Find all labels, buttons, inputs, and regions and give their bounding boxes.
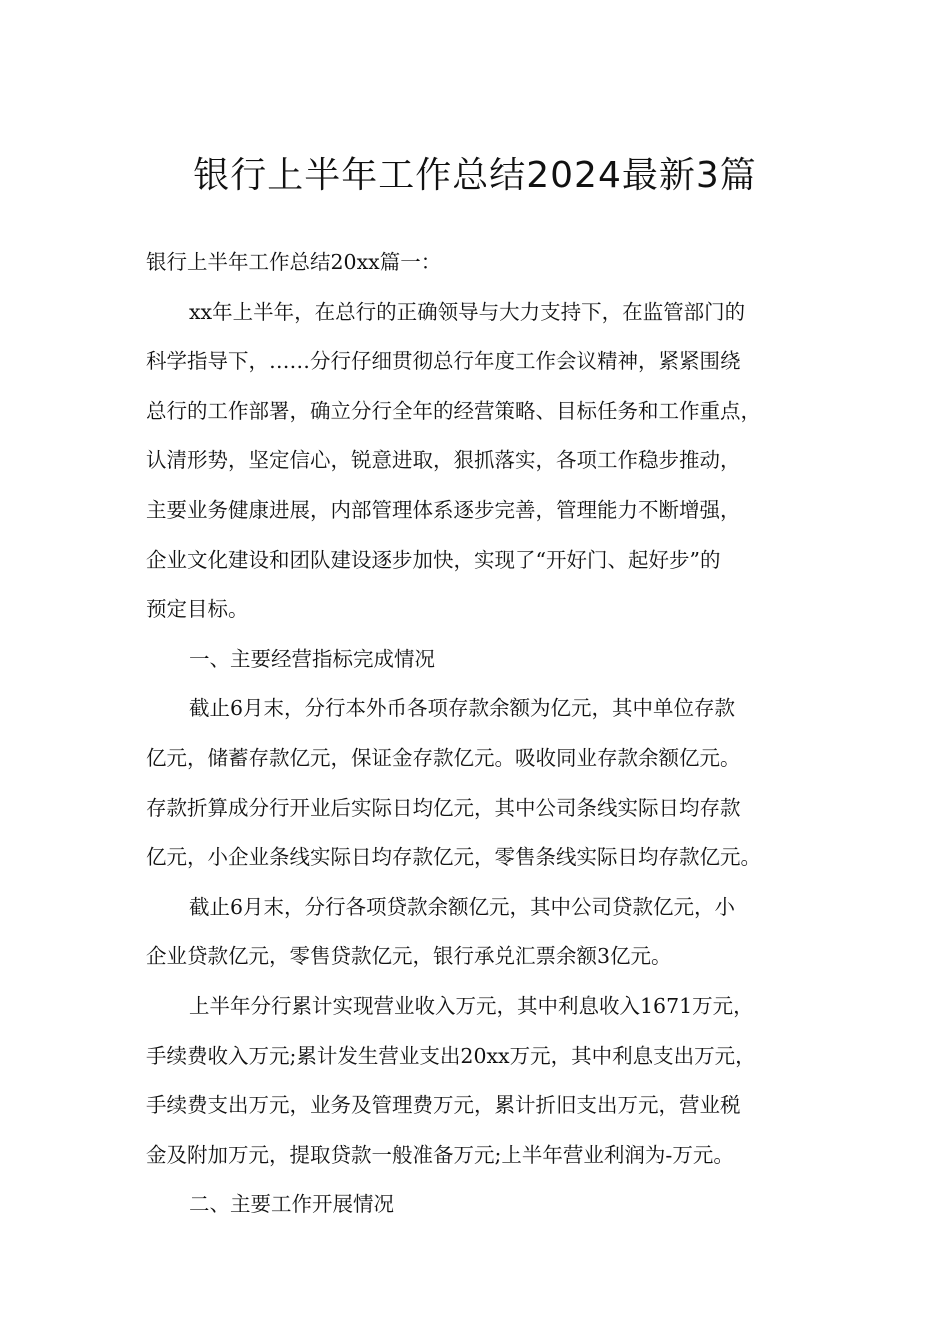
text-line: 截止6月末，分行各项贷款余额亿元，其中公司贷款亿元，小 (189, 894, 736, 919)
text-line: 上半年分行累计实现营业收入万元，其中利息收入1671万元， (189, 993, 754, 1018)
text-line: 截止6月末，分行本外币各项存款余额为亿元，其中单位存款 (189, 696, 736, 721)
text-line: 科学指导下，……分行仔细贯彻总行年度工作会议精神，紧紧围绕 (146, 349, 741, 374)
heading-text: 一、主要经营指标完成情况 (189, 646, 435, 671)
text-line: 企业贷款亿元，零售贷款亿元，银行承兑汇票余额3亿元。 (146, 944, 672, 969)
paragraph-deposits (146, 684, 810, 882)
text-line: 存款折算成分行开业后实际日均亿元，其中公司条线实际日均存款 (146, 795, 741, 820)
text-line: 亿元，储蓄存款亿元，保证金存款亿元。吸收同业存款余额亿元。 (146, 745, 741, 770)
text-line: 企业文化建设和团队建设逐步加快，实现了“开好门、起好步”的 (146, 547, 721, 572)
document-body (146, 238, 810, 1230)
text-line: 手续费收入万元;累计发生营业支出20xx万元，其中利息支出万元， (146, 1043, 756, 1068)
text-line: 预定目标。 (146, 597, 249, 622)
paragraph-intro (146, 288, 810, 635)
text-line: 手续费支出万元，业务及管理费万元，累计折旧支出万元，营业税 (146, 1093, 741, 1118)
text-line: 总行的工作部署，确立分行全年的经营策略、目标任务和工作重点， (146, 398, 761, 423)
paragraph-loans (146, 883, 810, 982)
heading-text: 二、主要工作开展情况 (189, 1192, 394, 1217)
section-heading-2 (146, 1180, 810, 1230)
text-line: 主要业务健康进展，内部管理体系逐步完善，管理能力不断增强， (146, 497, 741, 522)
paragraph-income (146, 982, 810, 1180)
text-line: 亿元，小企业条线实际日均存款亿元，零售条线实际日均存款亿元。 (146, 845, 761, 870)
document-title: 银行上半年工作总结2024最新3篇 (193, 155, 757, 197)
document-subtitle: 银行上半年工作总结20xx篇一： (146, 250, 442, 274)
text-line: 金及附加万元，提取贷款一般准备万元;上半年营业利润为-万元。 (146, 1142, 734, 1167)
section-heading-1 (146, 635, 810, 685)
text-line: xx年上半年，在总行的正确领导与大力支持下，在监管部门的 (189, 299, 746, 324)
text-line: 认清形势，坚定信心，锐意进取，狠抓落实，各项工作稳步推动， (146, 448, 741, 473)
